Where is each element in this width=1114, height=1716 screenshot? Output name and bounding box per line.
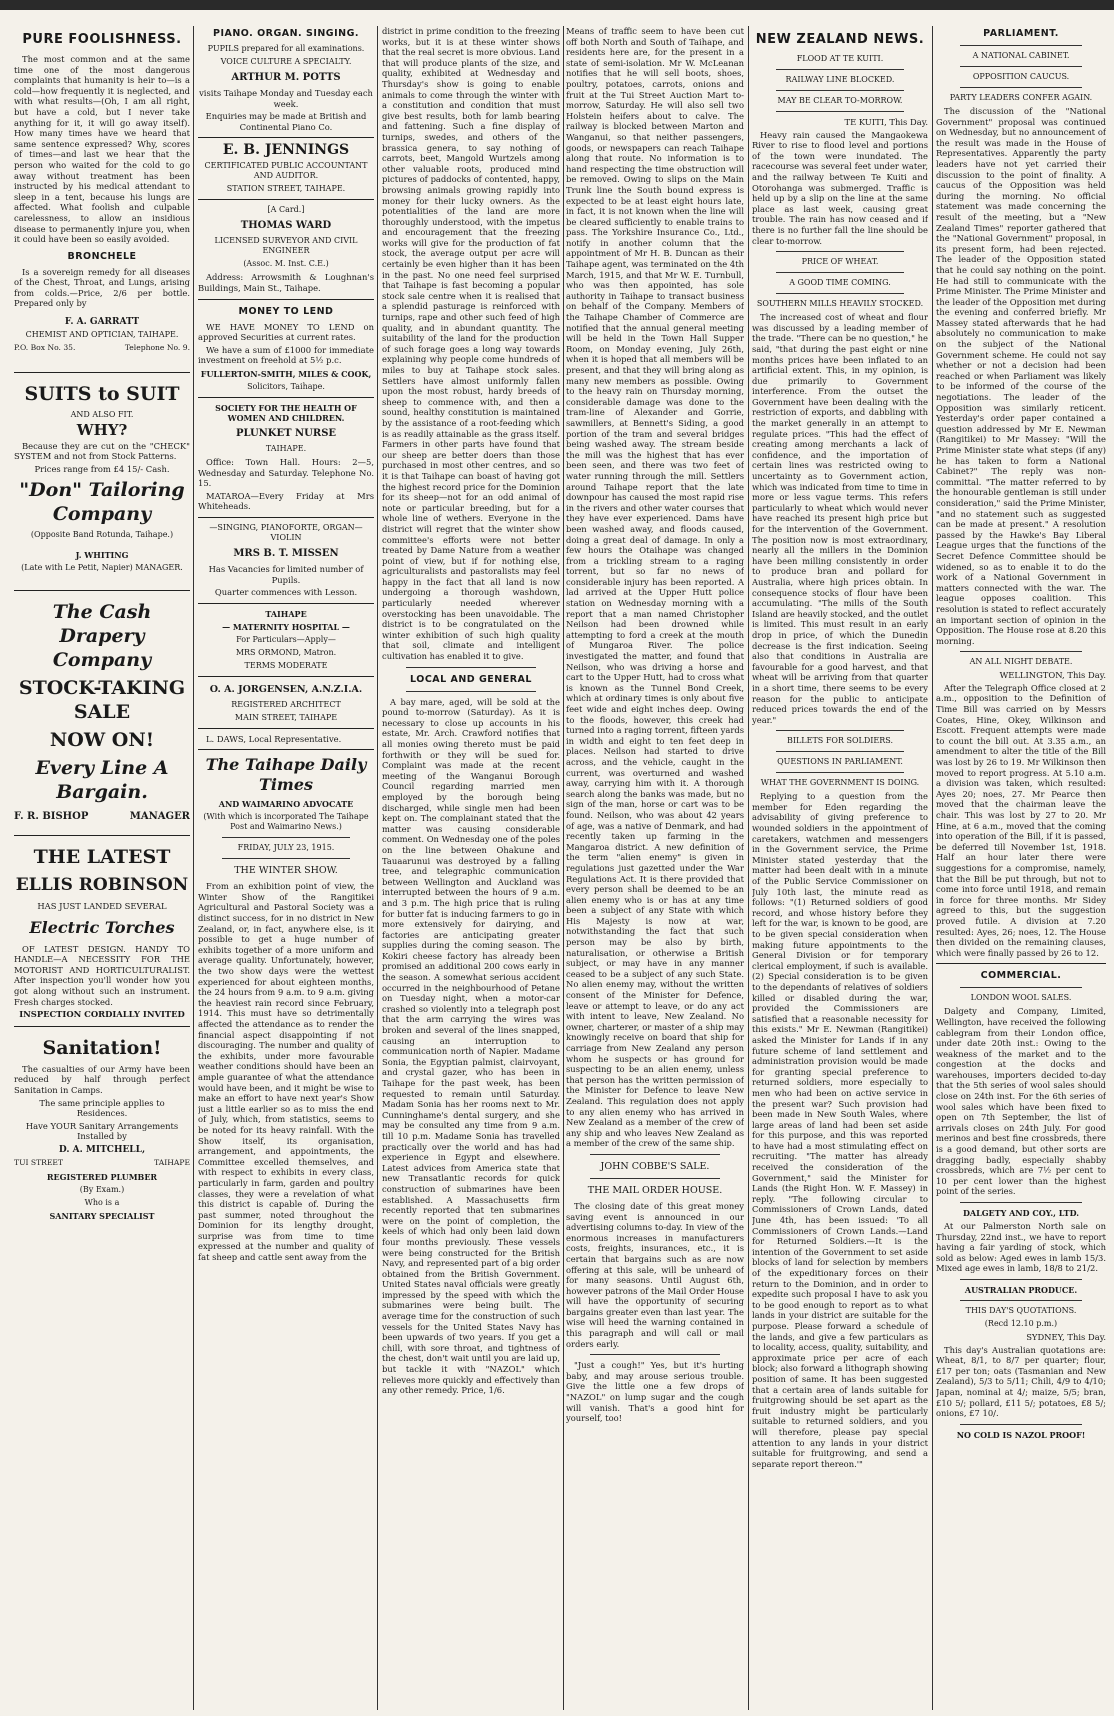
sanitation-advert [14, 1026, 190, 1228]
railway-heading: RAILWAY LINE BLOCKED. [785, 75, 895, 84]
nz-news-heading: NEW ZEALAND NEWS. [755, 32, 925, 47]
sanitation-text: The casualties of our Army have been reduced by half through perfect Sanitation in Camps. [14, 1063, 190, 1095]
society-heading: SOCIETY FOR THE HEALTH OF WOMEN AND CHILDREN. [215, 402, 357, 423]
column-4-local-news [566, 26, 744, 1710]
clear-heading: MAY BE CLEAR TO-MORROW. [777, 96, 903, 105]
jennings-name: E. B. JENNINGS [222, 142, 350, 159]
column-5-nz-news [752, 26, 928, 1710]
debate-text: After the Telegraph Office closed at 2 a.m., opposition to the Definition of Time Bill was carried on by Messrs Coates, Hine, Okey, Wilkinson and Escott. Frequent attempts were made to count the bill out. At 3.35 a.m., an amendment to alter the title of the Bill was lost by 26 to 19. Mr Wilkinson then moved to report progress. At 5.10 a.m. a division was taken, which resulted: Ayes 20; noes, 27. Mr Pearce then moved that the chairman leave the chair. This was lost by 27 to 20. Mr Hine, at 6 a.m., moved that the coming into operation of the Bill, if it is passed, be deferred till November 1st, 1918. Half an hour later there were suggestions for a compromise, namely, that the Bill be put through, but not to come into force until 1918, and remain in force for three months. Mr Sidey agreed to this, but the suggestion proved futile. A division at 7.20 resulted: Ayes, 26; noes, 12. The House then divided on the remaining clauses, which were finally passed by 26 to 12. [936, 682, 1106, 958]
local-general-heading: LOCAL AND GENERAL [410, 673, 532, 685]
latest-heading: THE LATEST [33, 846, 171, 869]
plunket-nurse: PLUNKET NURSE [235, 427, 337, 439]
jennings-role: CERTIFICATED PUBLIC ACCOUNTANT AND AUDITOR. [204, 161, 368, 181]
wool-sales-heading: LONDON WOOL SALES. [970, 993, 1072, 1003]
commercial-heading: COMMERCIAL. [980, 970, 1062, 982]
tui-street: TUI STREET [14, 1157, 64, 1167]
mataroa-text: MATAROA—Every Friday at Mrs Whiteheads. [198, 490, 374, 512]
why-text: Because they are cut on the "CHECK" SYSTEM and not from Stock Patterns. [14, 440, 190, 462]
parliament-heading: PARLIAMENT. [983, 28, 1059, 39]
top-edge-band [0, 0, 1114, 10]
national-cabinet-heading: A NATIONAL CABINET. [972, 51, 1070, 60]
money-text: WE HAVE MONEY TO LEND on approved Securities at current rates. [198, 321, 374, 343]
column-rule [932, 26, 933, 1710]
masthead-note: (With which is incorporated The Taihape Post and Waimarino News.) [203, 812, 369, 832]
wheat-heading: PRICE OF WHEAT. [801, 257, 879, 267]
bronchele-text: Is a sovereign remedy for all diseases of the Chest, Throat, and Lungs, arising from colds.—Price, 2/6 per bottle. Prepared only by [14, 266, 190, 309]
sanitary-specialist: SANITARY SPECIALIST [49, 1210, 155, 1221]
money-text-2: We have a sum of £1000 for immediate investment on freehold at 5½ p.c. [198, 344, 374, 366]
plunket-office: Office: Town Hall. Hours: 2—5, Wednesday and Saturday. Telephone No. 15. [198, 456, 374, 489]
sanitation-text-2: The same principle applies to Residences. [39, 1097, 165, 1119]
local-news-continued: Means of traffic seem to have been cut off both North and South of Taihape, and residents here are, for the present in a state of semi-isolation. Mr W. McLeanan notifies that he will sell boots, shoes, poultry, potatoes, carrots, onions and fruit at the Tui Street Auction Mart to-morrow, Saturday. He will also sell two Holstein heifers about to calve. The railway is blocked between Marton and Wanganui, so that neither passengers, goods, or newspapers can reach Taihape along that route. No information is to hand respecting the time obstruction will be removed. Owing to slips on the Main Trunk line the South bound express is expected to be at least eight hours late, in fact, it is not known when the line will be cleared sufficiently to enable trains to pass. The Yorkshire Insurance Co., Ltd., notify in another column that the appointment of Mr H. B. Duncan as their Taihape agent, was terminated on the 4th March, 1915, and that Mr W. E. Turnbull, who was then appointed, has sole authority in Taihape to transact business on behalf of the Company. Members of the Taihape Chamber of Commerce are notified that the annual general meeting will be held in the Town Hall Supper Room, on Monday evening, July 26th, when it is hoped that all members will be present, and that they will bring along as many new members as possible. Owing to the heavy rain on Thursday morning, considerable damage was done to the tram-line of Alexander and Gorrie, sawmillers, at Bennett's Siding, a good portion of the tram and several bridges being washed away. The stream beside the mill was the highest that has ever been seen, and there was two feet of water running through the mill. Settlers around Taihape report that the late downpour has caused the most rapid rise in the rivers and other water courses that they have ever experienced. Dams have been washed away, and floods caused, doing a great deal of damage. In only a few hours the Otaihape was changed from a trickling stream to a raging torrent, but so far no news of considerable injury has been reported. A lad arrived at the Upper Hutt police station on Wednesday morning with a report that a man named Christopher Neilson had been drowned while attempting to ford a creek at the mouth of Mungaroa River. The police investigated the matter, and found that Neilson, who was driving a horse and cart to the Upper Hutt, had to cross what is known as the Tunnel Bond Creek, which at ordinary times is only about five feet wide and eight inches deep. Owing to the floods, however, this creek had turned into a raging torrent, fifteen yards in width and eight to ten feet deep in places. Neilson had started to drive across, and the vehicle, caught in the current, was overturned and washed away, carrying him with it. A thorough search along the banks was made, but no sign of the man, horse or cart was to be found. Neilson, who was about 42 years of age, was a native of Denmark, and had recently taken up farming in the Mangaroa district. A new definition of the term "alien enemy" is given in regulations just gazetted under the War Regulations Act. It is there provided that every person shall be deemed to be an alien enemy who is or has at any time been a subject of any State with which His Majesty is now at war, notwithstanding the fact that such person may be also by birth, naturalisation, or otherwise a British subject, or may have in any manner ceased to be a subject of any such State. No alien enemy may, without the written consent of the Minister for Defence, leave or attempt to leave, or do any act with intent to leave, New Zealand. No owner, charterer, or master of a ship may knowingly receive on board that ship for carriage from New Zealand any person whom he suspects or has ground for suspecting to be an alien enemy, unless that person has the written permission of the Minister for Defence to leave New Zealand. This regulation does not apply to any alien enemy who has arrived in New Zealand as a member of the crew of any ship and who leaves New Zealand as a member of the crew of the same ship. [566, 26, 744, 1149]
card-label: [A Card.] [267, 205, 305, 215]
government-heading: WHAT THE GOVERNMENT IS DOING. [760, 778, 920, 788]
wheat-text: The increased cost of wheat and flour was discussed by a leading member of the trade. "There can be no question," he said, "that during the past eight or nine months prices have been inflated to an artificial extent. This, in my opinion, is due primarily to Government interference. From the outset the Government have been dealing with the restriction of exports, and dabbling with the market generally in an attempt to regulate prices. "This had the effect of creating among merchants a lack of confidence, and the importation of certain lines was restricted owing to uncertainty as to Government action, which was indicated from time to time in more or less vague terms. This refers particularly to wheat which would never have reached its present high price but for the intervention of the Government. The position now is most extraordinary, nearly all the millers in the Dominion have been milling consistently in order to produce bran and pollard for Australia, where high prices obtain. In consequence stocks of flour have been accumulating. "The mills of the South Island are heavily stocked, and the outlet is limited. This must result in an early drop in price, of which the Dunedin decrease is the first indication. Seeing also that conditions in Australia are favourable for a good harvest, and that wheat will be arriving from that quarter in a short time, there seems to be every reason for the public to anticipate reduced prices towards the end of the year." [752, 312, 928, 725]
whiting-role: (Late with Le Petit, Napier) MANAGER. [21, 563, 183, 573]
masthead-subtitle: AND WAIMARINO ADVOCATE [218, 799, 354, 810]
missen-name: MRS B. T. MISSEN [233, 547, 339, 559]
sydney-dateline: SYDNEY, This Day. [1026, 1331, 1106, 1342]
suits-advert [14, 372, 190, 581]
good-time-heading: A GOOD TIME COMING. [789, 278, 891, 288]
sanitation-text-3: Have YOUR Sanitary Arrangements Installed by [25, 1120, 179, 1142]
singing-heading: —SINGING, PIANOFORTE, ORGAN—VIOLIN [209, 522, 363, 542]
who-is-a: Who is a [84, 1197, 120, 1207]
bishop-role: MANAGER [129, 811, 190, 823]
registered-plumber: REGISTERED PLUMBER [46, 1171, 158, 1182]
maternity-heading: — MATERNITY HOSPITAL — [222, 621, 350, 632]
ellis-heading: ELLIS ROBINSON [15, 875, 189, 896]
voice-culture-text: VOICE CULTURE A SPECIALTY. [220, 57, 352, 66]
garratt-role: CHEMIST AND OPTICIAN, TAIHAPE. [25, 330, 179, 340]
maternity-town: TAIHAPE [265, 608, 307, 619]
jorgensen-name: O. A. JORGENSEN, A.N.Z.I.A. [209, 683, 363, 695]
local-general-text: A bay mare, aged, will be sold at the pound to-morrow (Saturday). As it is necessary to close up accounts in his estate, Mr. Arch. Crawford notifies that all monies owing thereto must be paid forthwith or they will be sued for. Complaint was made at the recent meeting of the Wanganui Borough Council regarding married men employed by the borough being discharged, while single men had been kept on. The complainant stated that the matter was causing considerable comment. On Wednesday one of the poles on the line between Ohakune and Tauaarunui was destroyed by a falling tree, and telegraphic communication between Wellington and Auckland was interrupted between the hours of 9 a.m. and 3 p.m. The high price that is ruling for butter fat is inducing farmers to go in more extensively for dairying, and factories are anticipating greater supplies during the coming season. The Kokiri cheese factory has already been promised an additional 200 cows early in the season. A somewhat serious accident occurred in the neighbourhood of Petane on Tuesday night, when a motor-car crashed so violently into a telegraph post that the arm carrying the wires was broken and several of the lines snapped, causing an interruption to communication north of Napier. Madame Sonia, the Egyptian palmist, clairvoyant, and crystal gazer, who has been in Taihape for the past week, has been requested to remain until Saturday. Madam Sonia has her rooms next to Mr. Cunninghame's dental surgery, and she may be consulted any time from 9 a.m. till 10 p.m. Madame Sonia has travelled practically over the world and has had experience in Egypt and elsewhere. Latest advices from America state that new Transatlantic records for quick construction of submarines have been established. A Massachusetts firm recently reported that ten submarines were on the point of completion, the keels of which had only been laid down four months previously. These vessels were being constructed for the British Navy, and represented part of a big order obtained from the British Government. United States naval officials were greatly impressed by the speed with which the submarines were being built. The average time for the construction of such vessels for the United States Navy has been upwards of two years. If you get a chill, with sore throat, and tightness of the chest, don't wait until you are laid up, but tackle it with "NAZOL" which relieves more quickly and effectively than any other remedy. Price, 1/6. [382, 696, 560, 1396]
australian-produce-heading: AUSTRALIAN PRODUCE. [964, 1284, 1078, 1295]
winter-show-continued: district in prime condition to the freezing works, but it is at these winter shows that the real secret is more obvious. Land that will produce plants of the size, and quality, exhibited at Wednesday and Thursday's show is going to enable animals to come through the winter with a constitution and condition that must give best results, both for lamb bearing and fattening. Such a fine display of turnips, swedes, and others of the brassica genera, to say nothing of carrots, beet, Mangold Wurtzels among other valuable roots, produced mind pictures of paddocks of contented, happy, browsing animals growing rapidly into money for their lucky owners. As the potentialities of the land are more thoroughly understood, with the impetus and encouragement that the freezing works will give for the production of fat stock, the average output per acre will certainly be even higher than it has been in the past. No one need feel surprised that Taihape is fast becoming a popular stock sale centre when it is realised that a splendid pasturage is reinforced with turnips, rape and other such feed of high quality, and in abundant quantity. The suitability of the land for the production of such forage goes a long way towards explaining why people come hundreds of miles to buy at Taihape stock sales. Settlers have almost uniformly fallen upon the most robust, hardy breeds of sheep to commence with, and then a sound, healthy constitution is maintained by the assistance of a root-feeding which is as readily attainable as the grass itself. Farmers in other parts have found that our sheep are better doers than those purchased in most other centres, and so it is that Taihape can boast of having got the highest record price for the Dominion for its sheep—not for an odd animal of note or particular breeding, but for a whole line of wethers. Everyone in the district will regret that the winter show committee's efforts were not better treated by Dame Nature from a weather point of view, but if for nothing else, agriculturalists and pastoralists may feel happy in the fact that all land is now undergoing a thorough washdown, particularly needed wherever overstocking has been unavoidable. The district is to be congratulated on the winter exhibition of such high quality that soil, climate and intelligent cultivation has enabled it to give. [382, 26, 560, 662]
mills-heading: SOUTHERN MILLS HEAVILY STOCKED. [756, 299, 924, 309]
ward-name: THOMAS WARD [240, 220, 332, 232]
column-3-editorial [382, 26, 560, 1710]
opposition-caucus-heading: OPPOSITION CAUCUS. [972, 72, 1070, 81]
quarter-text: Quarter commences with Lesson. [214, 587, 358, 598]
now-on-heading: NOW ON! [49, 729, 155, 752]
missen-text: Has Vacancies for limited number of Pupils. [208, 563, 364, 585]
by-exam: (By Exam.) [79, 1184, 125, 1194]
issue-date: FRIDAY, JULY 23, 1915. [237, 843, 335, 853]
every-line-heading: Every Line A Bargain. [35, 757, 169, 804]
whiting-name: J. WHITING [75, 550, 129, 561]
cobbe-sale-heading: JOHN COBBE'S SALE. [600, 1160, 710, 1172]
architect-text: REGISTERED ARCHITECT [231, 699, 341, 709]
don-tailoring-heading: "Don" Tailoring Company [19, 479, 185, 526]
quotations-heading: THIS DAY'S QUOTATIONS. [965, 1305, 1077, 1315]
column-1-advertisements [14, 26, 190, 1710]
electric-torches-text: OF LATEST DESIGN. HANDY TO HANDLE—A NECESSITY FOR THE MOTORIST AND HORTICULTURALIST. After inspection you'll wonder how you got along without such an instrument. Fresh charges stocked. [14, 943, 190, 1007]
column-rule [748, 26, 749, 1710]
mail-order-heading: THE MAIL ORDER HOUSE. [587, 1184, 723, 1196]
winter-show-text: From an exhibition point of view, the Winter Show of the Rangitikei Agricultural and Pastoral Society was a distinct success, for in no district in New Zealand, or, in fact, anywhere else, is it possible to get a huge number of exhibits together of a more uniform and average quality. Unfortunately, however, the two show days were the wettest experienced for about eighteen months, the 24 hours from 9 a.m. to 9 a.m. giving the heaviest rain record since February, 1914. This must have so detrimentally affected the attendance as to render the financial aspect disappointing if not discouraging. The number and quality of the exhibits, under more favourable weather conditions should have been an ample guarantee of what the attendance would have been, and it might be wise to make an effort to have next year's Show just a little earlier so as to miss the end of July, which, from statistics, seems to be noted for its heavy rainfall. With the Show itself, its organisation, arrangement, and appointments, the Committee excelled themselves, and with respect to exhibits in every class, particularly in farm, garden and poultry classes, they were a revelation of what this district is capable of. During the past summer, noted throughout the Dominion for its lengthy drought, surprise was from time to time expressed at the number and quality of fat sheep and cattle sent away from the [198, 881, 374, 1263]
dalgety-text: At our Palmerston North sale on Thursday, 22nd inst., we have to report having a fair yarding of stock, which sold as below: Aged ewes in lamb 15/3. Mixed age ewes in lamb, 18/8 to 21/2. [936, 1221, 1106, 1274]
dalgety-heading: DALGETY AND COY., LTD. [962, 1208, 1080, 1218]
money-to-lend-heading: MONEY TO LEND [238, 305, 334, 317]
wellington-dateline: WELLINGTON, This Day. [999, 670, 1106, 681]
column-rule [563, 26, 564, 1710]
garratt-telephone: Telephone No. 9. [124, 343, 190, 353]
pupils-text: PUPILS prepared for all examinations. [207, 44, 365, 53]
daws-text: L. DAWS, Local Representative. [206, 733, 342, 744]
electric-torches-heading: Electric Torches [29, 917, 175, 937]
mail-order-text: The closing date of this great money saving event is announced in our advertising columns to-day. In view of the enormous increases in manufacturers costs, freights, insurances, etc., it is certain that bargains such as are now offering at this sale, will be unheard of for many seasons. Until August 6th, however patrons of the Mail Order House will have the opportunity of securing bargains greater even than last year. The wise will heed the warning contained in this paragraph and will call or mail orders early. [566, 1200, 744, 1349]
ward-assoc: (Assoc. M. Inst. C.E.) [243, 259, 329, 269]
te-kuiti-dateline: TE KUITI, This Day. [844, 117, 928, 127]
cash-drapery-advert [14, 590, 190, 835]
garratt-box: P.O. Box No. 35. [14, 343, 76, 353]
cash-drapery-heading: The Cash Drapery Company [52, 601, 152, 672]
mitchell-town: TAIHAPE [154, 1157, 190, 1167]
plunket-town: TAIHAPE. [265, 443, 307, 453]
don-address: (Opposite Band Rotunda, Taihape.) [30, 530, 174, 540]
mitchell-name: D. A. MITCHELL, [58, 1144, 146, 1155]
wool-sales-text: Dalgety and Company, Limited, Wellington, have received the following cablegram from their London office, under date 20th inst.: Owing to the weakness of the market and to the congestion at the docks and warehouses, importers decided to-day that the 5th series of wool sales should close on 24th inst. For the 6th series of wool sales which have been fixed to open on 7th September, the list of arrivals closes on 24th July. For good merinos and best fine crossbreds, there is a good demand, but other sorts are dragging badly, especially shabby crossbreds, which are 7½ per cent to 10 per cent lower than the highest point of the series. [936, 1006, 1106, 1197]
potts-name: ARTHUR M. POTTS [231, 72, 341, 83]
masthead-title: The Taihape Daily Times [205, 755, 367, 795]
suits-subheading: AND ALSO FIT. [70, 409, 134, 419]
column-2-professional-cards [198, 26, 374, 1710]
column-6-parliament [936, 26, 1106, 1710]
ellis-robinson-advert [14, 835, 190, 1026]
enquiries-text: Enquiries may be made at British and Continental Piano Co. [205, 111, 367, 132]
column-rule [193, 26, 194, 1710]
garratt-name: F. A. GARRATT [64, 317, 140, 328]
terms-text: TERMS MODERATE [244, 660, 328, 670]
flood-text: Heavy rain caused the Mangaokewa River to rise to flood level and portions of the town were inundated. The racecourse was several feet under water, and the railway between Te Kuiti and Otorohanga was submerged. Traffic is held up by a slip on the line at the same place as last week, causing great trouble. The rain has now ceased and if there is no further fall the line should be clear to-morrow. [752, 129, 928, 246]
solicitors-text: Solicitors, Taihape. [247, 381, 325, 391]
column-rule [377, 26, 378, 1710]
questions-heading: QUESTIONS IN PARLIAMENT. [777, 757, 903, 767]
parliament-text: The discussion of the "National Government" proposal was continued on Wednesday, but no announcement of the result was made in the House of Representatives. Apparently the party leaders have not yet carried their discussion to the point of finality. A caucus of the Opposition was held during the morning. No official statement was made concerning the result of the meeting, but a "New Zealand Times" reporter gathered that the "National Government" proposal, in its present form, had been rejected. The leader of the Opposition stated that he could say nothing on the point. He had still to communicate with the Prime Minister. The Prime Minister and the leader of the Opposition met during the evening and conferred briefly. Mr Massey stated afterwards that he had absolutely no communication to make on the subject of the National Government scheme. He could not say whether or not a decision had been reached or when Parliament was likely to be informed of the course of the negotiations. The leader of the Opposition was similarly reticent. Yesterday's order paper contained a question addressed by Mr E. Newman (Rangitikei) to Mr Massey: "Will the Prime Minister state what steps (if any) he has taken to form a National Cabinet?" The reply was non-committal. "The matter referred to by the honourable gentleman is still under consideration," said the Prime Minister, "and no statement such as suggested can be made at present." A resolution passed by the Hawke's Bay Liberal League urges that the functions of the Secret Defence Committee should be widened, so as to enable it to do the work of a National Government in matters connected with the war. The league opposes coalition. This resolution is stated to reflect accurately an important section of opinion in the Opposition. The House rose at 8.20 this morning. [936, 106, 1106, 646]
inspection-text: INSPECTION CORDIALLY INVITED [19, 1009, 185, 1020]
stock-taking-heading: STOCK-TAKING SALE [18, 677, 186, 724]
suits-heading: SUITS to SUIT [24, 382, 180, 405]
pure-foolishness-heading: PURE FOOLISHNESS. [22, 32, 182, 47]
ward-address: Address: Arrowsmith & Loughnan's Buildings, Main St., Taihape. [198, 272, 374, 293]
received-time: (Recd 12.10 p.m.) [984, 1318, 1058, 1328]
potts-text: visits Taihape Monday and Tuesday each week. [199, 88, 373, 109]
no-cold-nazol: NO COLD IS NAZOL PROOF! [956, 1429, 1086, 1440]
why-heading: WHY? [76, 420, 128, 439]
billets-text: Replying to a question from the member for Eden regarding the advisability of giving preference to wounded soldiers in the appointment of caretakers, watchmen and messengers in the Government service, the Prime Minister stated yesterday that the matter had been dealt with in a minute of the Public Service Commissioner on July 10th last, the minute read as follows: "(1) Returned soldiers of good record, and whose history before they left for the war, is known to be good, are to be given special consideration when making future appointments to the General Division or for temporary clerical employment, if such is available. (2) Special consideration is to be given to the dependants of relatives of soldiers killed or disabled during the war, provided the Commissioners are satisfied that a reasonable necessity for this exists." Mr E. Newman (Rangitikei) asked the Minister for Lands if in any future scheme of land settlement and administration provision would be made for granting special preference to returned soldiers, more especially to men who had been on active service in the present war? Such provision had been made in New South Wales, where large areas of land had been set aside for this purpose, and this was reported to have had a most stimulating effect on recruiting. "The matter has already received the consideration of the Government," said the Minister for Lands (the Right Hon. W. F. Massey) in reply. "The following circular to Commissioners of Crown Lands, dated June 4th, has been issued: 'To all Commissioners of Crown Lands.—Land for Returned Soldiers.—It is the intention of the Government to set aside blocks of land for selection by members of the expeditionary forces on their return to the Dominion, and in order to expedite such proposal I have to ask you to be good enough to report as to what lands in your district are suitable for the purpose. Please forward a schedule of the lands, and give a few particulars as to locality, access, quality, suitability, and approximate price per acre of each block; also forward a lithograph showing position of same. It has been suggested that a certain area of lands suitable for fruitgrowing should be set apart as the fruit industry might be particularly suitable to returned soldiers, and you will therefore, please pay special attention to any lands in your district suitable for fruitgrowing, and send a separate report thereon.'" [752, 791, 928, 1469]
ward-role: LICENSED SURVEYOR AND CIVIL ENGINEER [214, 236, 358, 256]
ormond-text: MRS ORMOND, Matron. [235, 647, 337, 657]
station-street: STATION STREET, TAIHAPE. [226, 184, 346, 194]
nazol-cough-text: "Just a cough!" Yes, but it's hurting baby, and may arouse serious trouble. Give the little one a few drops of "NAZOL" on lump sugar and the cough will vanish. That's a good hint for yourself, too! [566, 1360, 744, 1424]
pure-foolishness-text: The most common and at the same time one of the most dangerous complaints that humanity is heir to—is a cold—how frequently it is neglected, and with what results—(Oh, I am all right, but have a cold, but I never take anything for it, it will go away itself). How many times have we heard that same sentence expressed? Why, scores of times—and last we hear that the person who waited for the cold to go away without treatment has been instructed by his medical attendant to sleep in a tent, because his lungs are affected. What foolish and culpable carelessness, to allow an insidious disease to permanently injure you, when it could have been so easily avoided. [14, 54, 190, 245]
architect-address: MAIN STREET, TAIHAPE [234, 712, 338, 722]
australian-quotations-text: This day's Australian quotations are: Wheat, 8/1, to 8/7 per quarter; flour, £17 per ton; oats (Tasmanian and New Zealand), 5/3 to 5/11; Chili, 4/9 to 4/10; Japan, nominal at 4/; maize, 5/5; bran, £10 5/; pollard, £11 5/; potatoes, £8 5/; onions, £7 10/. [936, 1344, 1106, 1419]
bishop-name: F. R. BISHOP [14, 811, 89, 823]
ellis-text: HAS JUST LANDED SEVERAL [37, 901, 167, 912]
billets-heading: BILLETS FOR SOLDIERS. [786, 736, 894, 746]
winter-show-heading: THE WINTER SHOW. [234, 865, 338, 877]
flood-heading: FLOOD AT TE KUITI. [796, 54, 884, 63]
piano-heading: PIANO. ORGAN. SINGING. [212, 28, 359, 39]
sanitation-heading: Sanitation! [42, 1036, 162, 1059]
prices-text: Prices range from £4 15/- Cash. [34, 463, 170, 474]
particulars-text: For Particulars—Apply— [236, 634, 336, 644]
bronchele-heading: BRONCHELE [67, 250, 137, 262]
all-night-debate-heading: AN ALL NIGHT DEBATE. [969, 657, 1073, 667]
fullerton-name: FULLERTON-SMITH, MILES & COOK, [200, 368, 372, 379]
party-leaders-heading: PARTY LEADERS CONFER AGAIN. [949, 93, 1093, 102]
